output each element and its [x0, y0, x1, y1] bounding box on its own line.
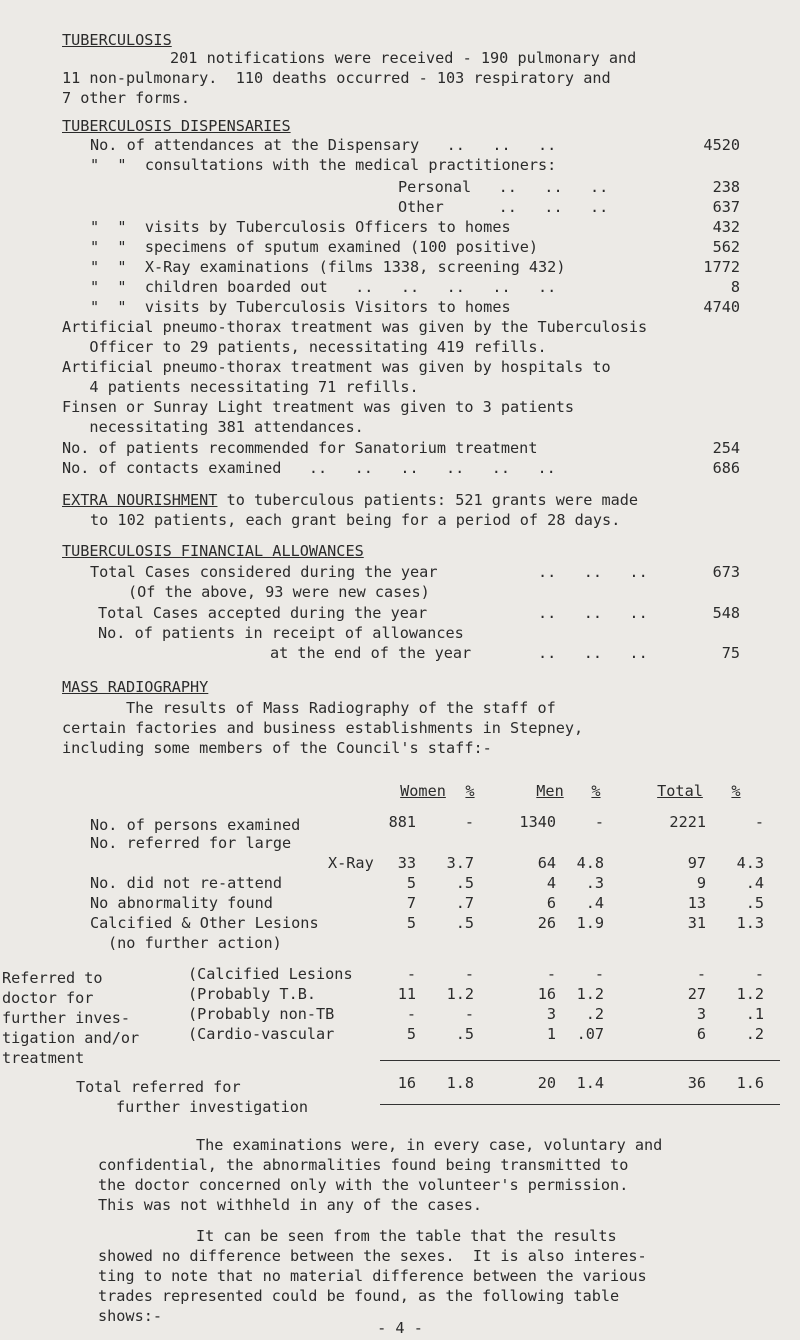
cell-total: 97	[687, 854, 706, 872]
table-row-label: No abnormality found	[90, 894, 273, 912]
mass-radiography-heading: MASS RADIOGRAPHY	[62, 678, 209, 696]
cell-men: 6	[546, 894, 556, 912]
fin-row-value: 75	[721, 644, 740, 662]
closing-para-2-line: trades represented could be found, as the following table	[98, 1287, 620, 1305]
cell-women-percent: .5	[455, 914, 474, 932]
total-women-percent: 1.8	[446, 1074, 474, 1092]
closing-para-2-line: It can be seen from the table that the results	[196, 1227, 617, 1245]
cell-men-percent: .3	[585, 874, 604, 892]
referred-label-line: doctor for	[2, 989, 94, 1007]
table-bottom-rule	[380, 1104, 780, 1105]
cell-total-percent: .2	[745, 1025, 764, 1043]
cell-men-percent: 4.8	[576, 854, 604, 872]
table-row-label: X-Ray	[328, 854, 374, 872]
cell-total-percent: .4	[745, 874, 764, 892]
disp-para-line: Finsen or Sunray Light treatment was given to 3 patients	[62, 398, 575, 416]
closing-para-1-line: The examinations were, in every case, voluntary and	[196, 1136, 663, 1154]
referred-label-line: Referred to	[2, 969, 103, 987]
cell-men-percent: .4	[585, 894, 604, 912]
cell-men: 4	[546, 874, 556, 892]
cell-total-percent: .5	[745, 894, 764, 912]
cell-women: 881	[388, 813, 416, 831]
cell-men-percent: -	[594, 965, 604, 983]
column-header-total: Total	[657, 782, 703, 800]
cell-men: 26	[537, 914, 556, 932]
column-header-women: Women	[400, 782, 446, 800]
dispensaries-heading: TUBERCULOSIS DISPENSARIES	[62, 117, 291, 135]
cell-women-percent: -	[464, 813, 474, 831]
disp-para-line: necessitating 381 attendances.	[62, 418, 364, 436]
fin-row-value: 548	[712, 604, 740, 622]
disp-row-label: " " children boarded out .. .. .. .. ..	[90, 278, 557, 296]
extra-nourishment-line-1	[62, 490, 638, 510]
total-women: 16	[397, 1074, 416, 1092]
fin-row-value: 673	[712, 563, 740, 581]
cell-women-percent: .5	[455, 874, 474, 892]
cell-total: 3	[696, 1005, 706, 1023]
contacts-label: No. of contacts examined .. .. .. .. .. ..	[62, 459, 556, 477]
disp-row-label: " " visits by Tuberculosis Officers to homes	[90, 218, 511, 236]
cell-total-percent: 4.3	[736, 854, 764, 872]
table-row-label: No. did not re-attend	[90, 874, 283, 892]
fin-row-label: Total Cases considered during the year	[90, 563, 438, 581]
disp-para-line: Officer to 29 patients, necessitating 419 refills.	[62, 338, 547, 356]
disp-row-label: " " X-Ray examinations (films 1338, screening 432)	[90, 258, 566, 276]
cell-total: 27	[687, 985, 706, 1003]
disp-row-value: 8	[730, 278, 740, 296]
fin-row-label: (Of the above, 93 were new cases)	[128, 583, 430, 601]
total-men-percent: 1.4	[576, 1074, 604, 1092]
disp-row-value: 4520	[703, 136, 740, 154]
cell-men: -	[546, 965, 556, 983]
disp-para-line: 4 patients necessitating 71 refills.	[62, 378, 419, 396]
referred-row-label: (Probably T.B.	[188, 985, 317, 1003]
fin-row-label: No. of patients in receipt of allowances	[98, 624, 464, 642]
cell-total-percent: -	[754, 813, 764, 831]
closing-para-2-line: showed no difference between the sexes. It is also interes-	[98, 1247, 647, 1265]
cell-women-percent: 3.7	[446, 854, 474, 872]
table-row-label: (no further action)	[108, 934, 282, 952]
disp-row-label: " " specimens of sputum examined (100 positive)	[90, 238, 539, 256]
disp-row-value: 4740	[703, 298, 740, 316]
column-header-women-percent: %	[465, 782, 475, 800]
page-number: - 4 -	[377, 1319, 423, 1337]
fin-row-label: Total Cases accepted during the year	[98, 604, 428, 622]
cell-women: 33	[397, 854, 416, 872]
cell-total: 13	[687, 894, 706, 912]
fin-dots: .. .. ..	[538, 604, 648, 622]
disp-row-value: 562	[712, 238, 740, 256]
cell-total-percent: 1.2	[736, 985, 764, 1003]
cell-total-percent: -	[754, 965, 764, 983]
referred-row-label: (Cardio-vascular	[188, 1025, 335, 1043]
total-total: 36	[687, 1074, 706, 1092]
cell-men-percent: -	[594, 813, 604, 831]
column-header-men: Men	[536, 782, 564, 800]
cell-women-percent: .5	[455, 1025, 474, 1043]
closing-para-2-line: shows:-	[98, 1307, 163, 1325]
referred-row-label: (Calcified Lesions	[188, 965, 353, 983]
cell-total: 6	[696, 1025, 706, 1043]
cell-men: 64	[537, 854, 556, 872]
disp-para-line: Artificial pneumo-thorax treatment was given by hospitals to	[62, 358, 611, 376]
cell-men: 1340	[519, 813, 556, 831]
column-header-total-percent: %	[731, 782, 741, 800]
closing-para-1-line: the doctor concerned only with the volunteer's permission.	[98, 1176, 629, 1194]
cell-women: -	[406, 965, 416, 983]
closing-para-1-line: This was not withheld in any of the cases.	[98, 1196, 483, 1214]
financial-allowances-heading: TUBERCULOSIS FINANCIAL ALLOWANCES	[62, 542, 364, 560]
total-total-percent: 1.6	[736, 1074, 764, 1092]
tb-line-2: 11 non-pulmonary. 110 deaths occurred - 103 respiratory and	[62, 69, 611, 87]
table-row-label: No. referred for large	[90, 834, 292, 852]
contacts-value: 686	[712, 459, 740, 477]
disp-row-value: 432	[712, 218, 740, 236]
cell-total: 31	[687, 914, 706, 932]
cell-total: 2221	[669, 813, 706, 831]
cell-women: 5	[406, 874, 416, 892]
tb-line-1: 201 notifications were received - 190 pulmonary and	[170, 49, 637, 67]
disp-row-label: " " consultations with the medical practitioners:	[90, 156, 557, 174]
referred-row-label: (Probably non-TB	[188, 1005, 335, 1023]
disp-row-value: 637	[712, 198, 740, 216]
cell-women: 5	[406, 914, 416, 932]
fin-row-label: at the end of the year	[270, 644, 472, 662]
cell-women: 5	[406, 1025, 416, 1043]
mass-intro-line: including some members of the Council's staff:-	[62, 739, 492, 757]
sanatorium-label: No. of patients recommended for Sanatorium treatment	[62, 439, 538, 457]
cell-men-percent: .2	[585, 1005, 604, 1023]
extra-nourishment-heading: EXTRA NOURISHMENT	[62, 491, 218, 509]
cell-men-percent: .07	[576, 1025, 604, 1043]
cell-women-percent: -	[464, 965, 474, 983]
cell-men: 1	[546, 1025, 556, 1043]
cell-women: 7	[406, 894, 416, 912]
closing-para-1-line: confidential, the abnormalities found being transmitted to	[98, 1156, 629, 1174]
cell-total-percent: .1	[745, 1005, 764, 1023]
cell-women: 11	[397, 985, 416, 1003]
extra-nourishment-text: to tuberculous patients: 521 grants were made	[217, 491, 639, 509]
cell-women: -	[406, 1005, 416, 1023]
fin-dots: .. .. ..	[538, 563, 648, 581]
table-row-label: No. of persons examined	[90, 816, 301, 834]
mass-intro-line: certain factories and business establishments in Stepney,	[62, 719, 584, 737]
total-referred-label-line: Total referred for	[76, 1078, 241, 1096]
fin-dots: .. .. ..	[538, 644, 648, 662]
cell-women-percent: 1.2	[446, 985, 474, 1003]
cell-women-percent: -	[464, 1005, 474, 1023]
cell-total: 9	[696, 874, 706, 892]
cell-men-percent: 1.2	[576, 985, 604, 1003]
tb-line-3: 7 other forms.	[62, 89, 191, 107]
disp-para-line: Artificial pneumo-thorax treatment was given by the Tuberculosis	[62, 318, 648, 336]
cell-men-percent: 1.9	[576, 914, 604, 932]
tuberculosis-heading: TUBERCULOSIS	[62, 31, 172, 49]
referred-label-line: further inves-	[2, 1009, 131, 1027]
total-referred-label-line: further investigation	[116, 1098, 309, 1116]
table-row-label: Calcified & Other Lesions	[90, 914, 319, 932]
disp-row-value: 1772	[703, 258, 740, 276]
disp-row-label: " " visits by Tuberculosis Visitors to homes	[90, 298, 511, 316]
mass-intro-line: The results of Mass Radiography of the staff of	[126, 699, 556, 717]
disp-row-value: 238	[712, 178, 740, 196]
total-men: 20	[537, 1074, 556, 1092]
disp-row-label: No. of attendances at the Dispensary .. .. ..	[90, 136, 557, 154]
disp-row-label: Personal .. .. ..	[398, 178, 609, 196]
cell-women-percent: .7	[455, 894, 474, 912]
cell-men: 3	[546, 1005, 556, 1023]
disp-row-label: Other .. .. ..	[398, 198, 609, 216]
cell-total-percent: 1.3	[736, 914, 764, 932]
cell-total: -	[696, 965, 706, 983]
table-divider	[380, 1060, 780, 1061]
sanatorium-value: 254	[712, 439, 740, 457]
column-header-men-percent: %	[591, 782, 601, 800]
referred-label-line: tigation and/or	[2, 1029, 140, 1047]
cell-men: 16	[537, 985, 556, 1003]
extra-nourishment-line-2: to 102 patients, each grant being for a period of 28 days.	[90, 511, 621, 529]
closing-para-2-line: ting to note that no material difference between the various	[98, 1267, 647, 1285]
referred-label-line: treatment	[2, 1049, 85, 1067]
